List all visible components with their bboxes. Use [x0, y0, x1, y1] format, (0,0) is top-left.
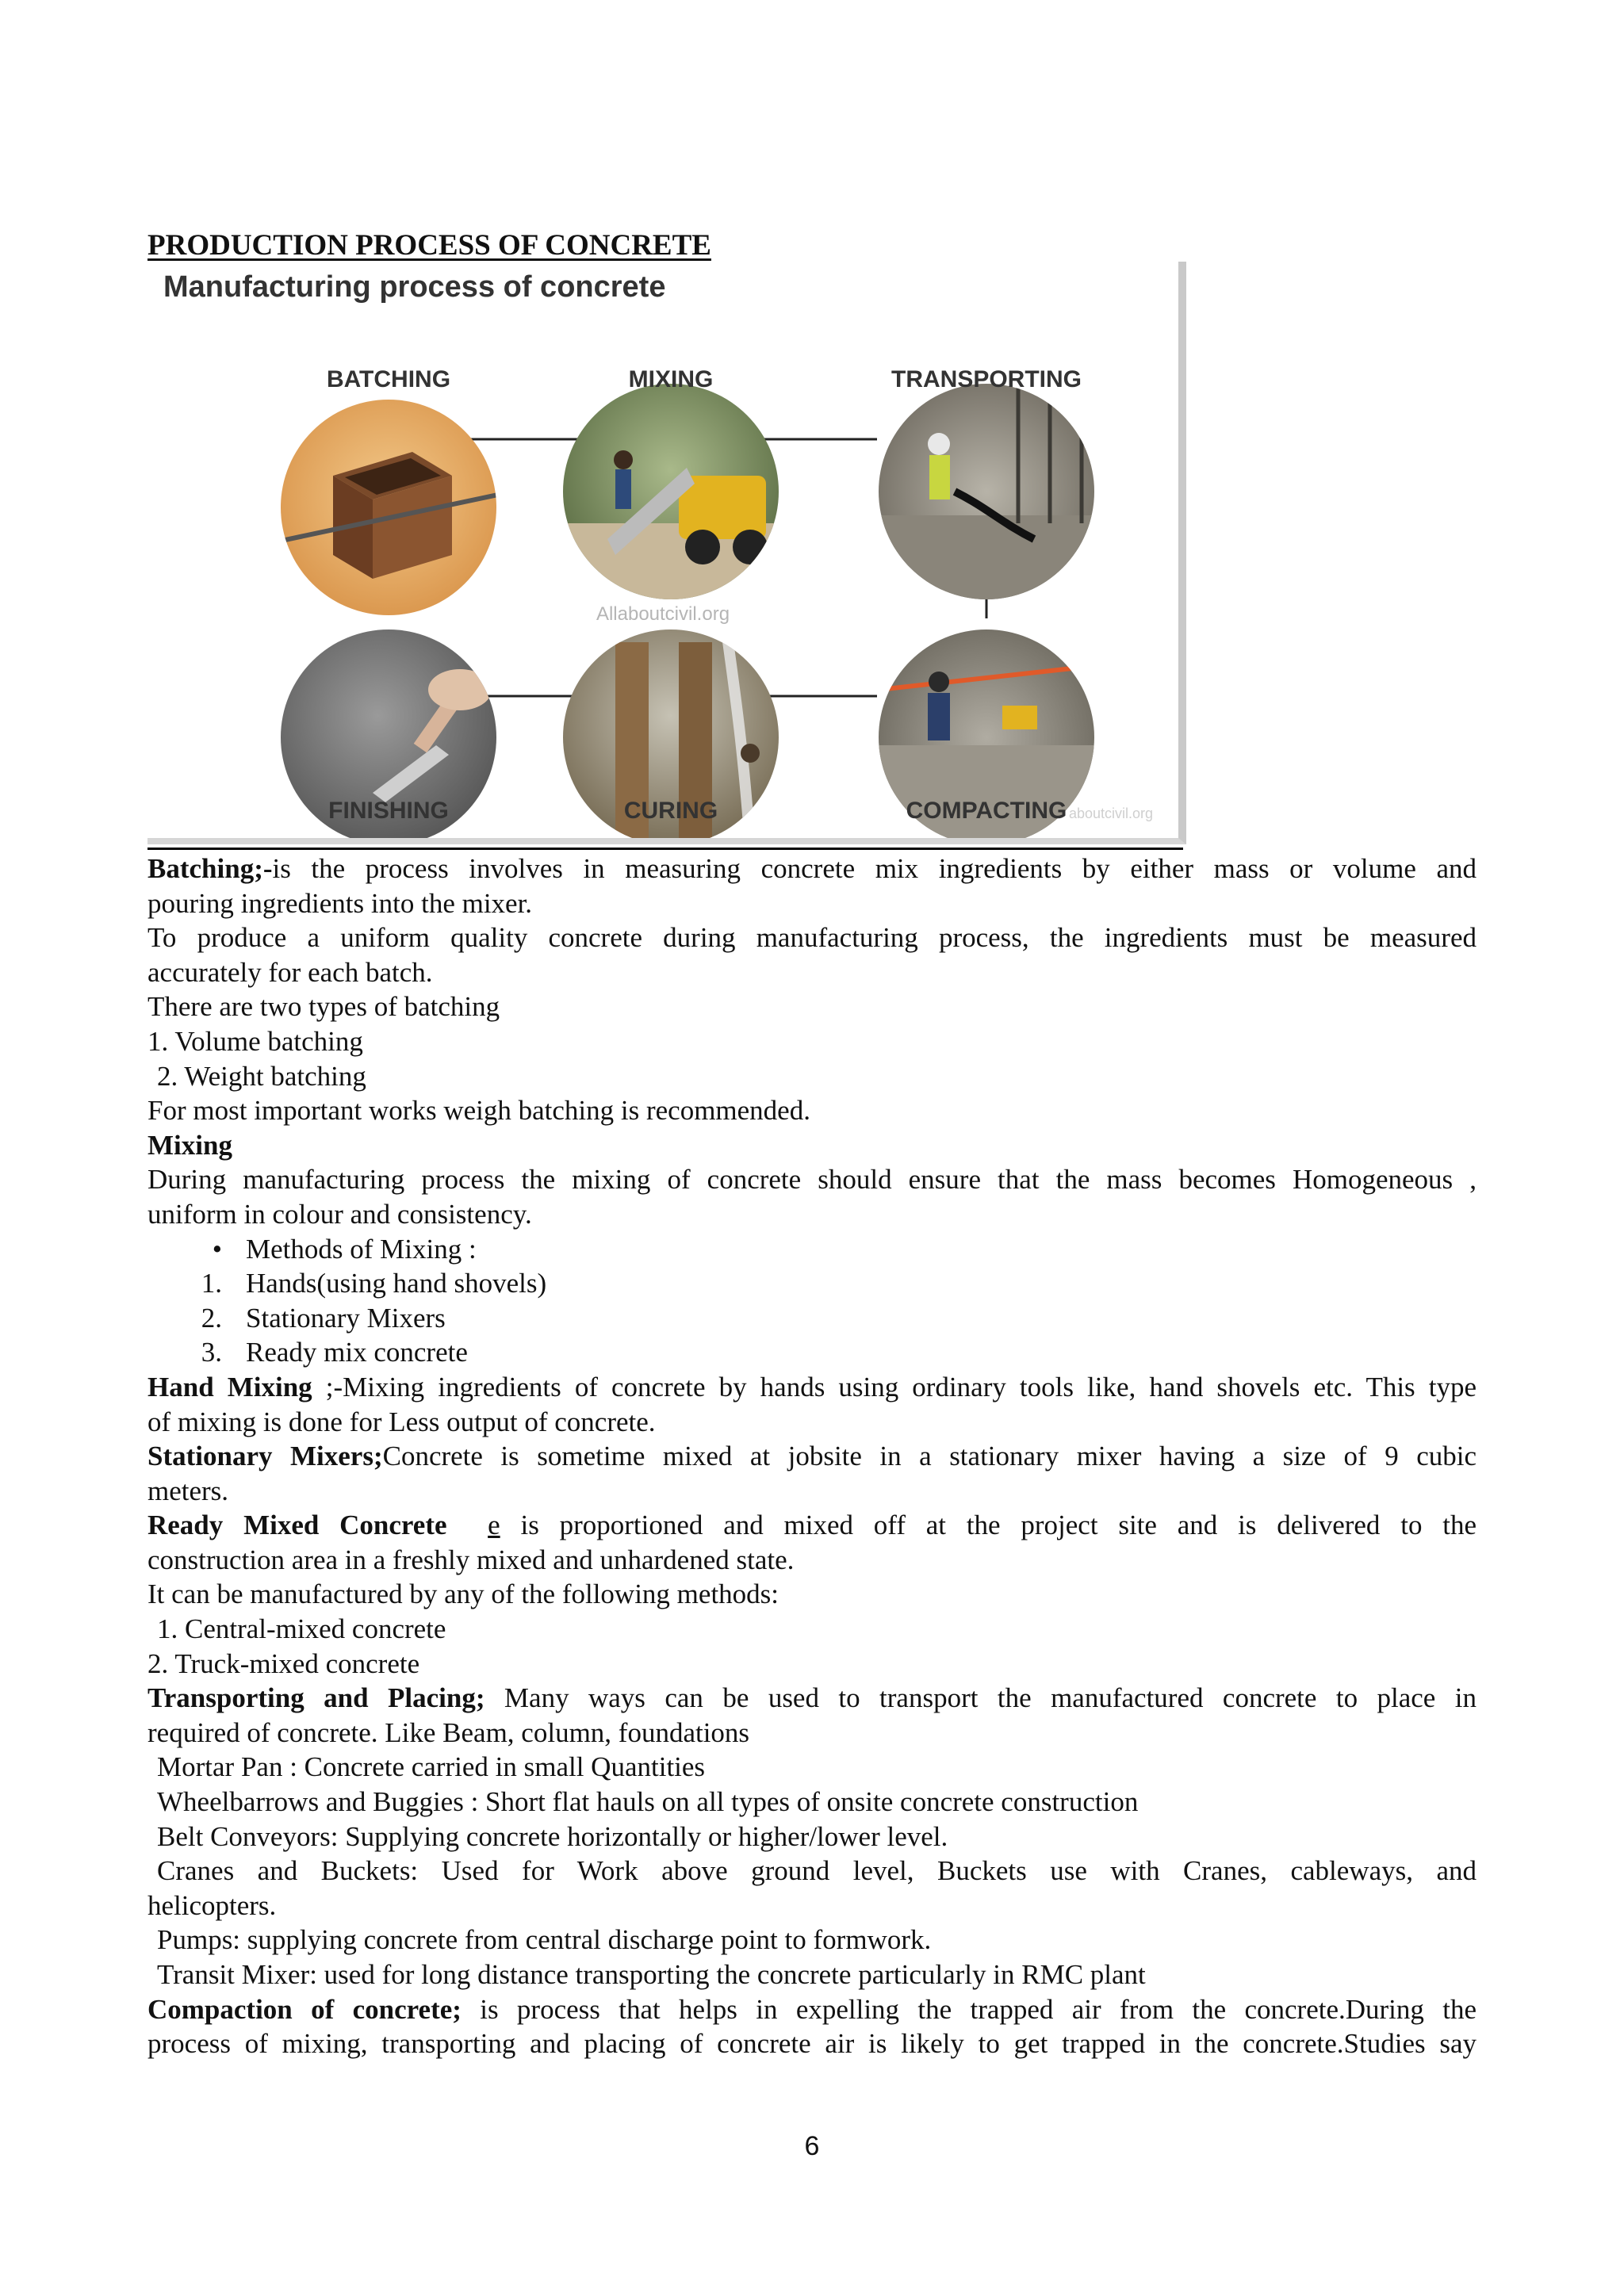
step-label-compacting: COMPACTING [906, 798, 1067, 824]
method-central: 1. Central-mixed concrete [157, 1613, 446, 1645]
methods-bullet: • Methods of Mixing : [212, 1233, 477, 1265]
watermark-corner: aboutcivil.org [1068, 806, 1153, 821]
rmc-term: Ready Mixed Concrete [147, 1510, 447, 1541]
step-label-transporting: TRANSPORTING [891, 366, 1082, 392]
pumps-line: Pumps: supplying concrete from central discharge point to formwork. [157, 1924, 932, 1956]
page-heading: PRODUCTION PROCESS OF CONCRETE [147, 229, 711, 262]
method-item: 3. Ready mix concrete [201, 1337, 468, 1368]
method-item: 1. Hands(using hand shovels) [201, 1268, 547, 1299]
hand-mixing-line-1: Hand Mixing ;-Mixing ingredients of concrete by hands using ordinary tools like, hand shovels etc. This type [147, 1371, 1477, 1402]
mixing-circle [563, 384, 779, 603]
rmc-line-2: construction area in a freshly mixed and unhardened state. [147, 1544, 795, 1575]
transport-term: Transporting and Placing; [147, 1682, 485, 1714]
transport-line-1: Transporting and Placing; Many ways can be used to transport the manufactured concrete to place in [147, 1682, 1477, 1714]
mortar-pan-line: Mortar Pan : Concrete carried in small Quantities [157, 1751, 706, 1783]
method-truck: 2. Truck-mixed concrete [147, 1647, 420, 1679]
manufactured-intro: It can be manufactured by any of the following methods: [147, 1578, 779, 1610]
stationary-term: Stationary Mixers; [147, 1441, 383, 1472]
step-label-batching: BATCHING [326, 366, 451, 392]
batching-term: Batching;- [147, 853, 273, 884]
step-label-finishing: FINISHING [328, 798, 449, 824]
mixing-line-1: During manufacturing process the mixing of concrete should ensure that the mass becomes Homogeneous , [147, 1164, 1477, 1196]
cranes-line-1: Cranes and Buckets: Used for Work above ground level, Buckets use with Cranes, cableways, and [157, 1855, 1477, 1887]
compaction-line-2: process of mixing, transporting and placing of concrete air is likely to get trapped in the concrete.Studies say [147, 2028, 1477, 2060]
cranes-line-2: helicopters. [147, 1889, 277, 1921]
watermark-text: Allaboutcivil.org [596, 603, 730, 625]
batching-line-1: Batching;-is the process involves in measuring concrete mix ingredients by either mass or volume and [147, 853, 1477, 884]
hand-mixing-term: Hand Mixing [147, 1371, 312, 1402]
compaction-line-1: Compaction of concrete; is process that helps in expelling the trapped air from the concrete.During the [147, 1993, 1477, 2025]
process-diagram [147, 262, 1178, 838]
compaction-term: Compaction of concrete; [147, 1993, 462, 2025]
figure-title: Manufacturing process of concrete [163, 270, 666, 304]
type-weight: 2. Weight batching [157, 1060, 366, 1092]
recommend-line: For most important works weigh batching is recommended. [147, 1095, 810, 1127]
mixing-heading: Mixing [147, 1129, 232, 1161]
batching-circle [281, 400, 500, 615]
mixing-line-2: uniform in colour and consistency. [147, 1198, 532, 1230]
process-figure [147, 262, 1186, 844]
hand-mixing-line-2: of mixing is done for Less output of concrete. [147, 1406, 656, 1437]
step-label-mixing: MIXING [628, 366, 714, 392]
uniform-line-2: accurately for each batch. [147, 956, 433, 988]
batching-line-2: pouring ingredients into the mixer. [147, 887, 533, 919]
stationary-line-2: meters. [147, 1475, 229, 1506]
transit-line: Transit Mixer: used for long distance transporting the concrete particularly in RMC plant [157, 1959, 1146, 1990]
body-text [147, 851, 1477, 2061]
transporting-circle [879, 384, 1094, 603]
types-intro: There are two types of batching [147, 991, 500, 1023]
rmc-line-1: Ready Mixed Concrete e is proportioned and mixed off at the project site and is delivered to the [147, 1510, 1477, 1541]
step-label-curing: CURING [623, 798, 718, 824]
figure-underline [147, 848, 1183, 850]
page-number: 6 [804, 2131, 820, 2161]
belt-line: Belt Conveyors: Supplying concrete horizontally or higher/lower level. [157, 1820, 948, 1852]
transport-line-2: required of concrete. Like Beam, column, foundations [147, 1716, 750, 1748]
wheelbarrows-line: Wheelbarrows and Buggies : Short flat hauls on all types of onsite concrete construction [157, 1786, 1139, 1818]
method-item: 2. Stationary Mixers [201, 1302, 446, 1334]
stationary-line-1: Stationary Mixers;Concrete is sometime mixed at jobsite in a stationary mixer having a size of 9 cubic [147, 1441, 1477, 1472]
type-volume: 1. Volume batching [147, 1025, 363, 1057]
uniform-line-1: To produce a uniform quality concrete during manufacturing process, the ingredients must be measured [147, 922, 1477, 954]
